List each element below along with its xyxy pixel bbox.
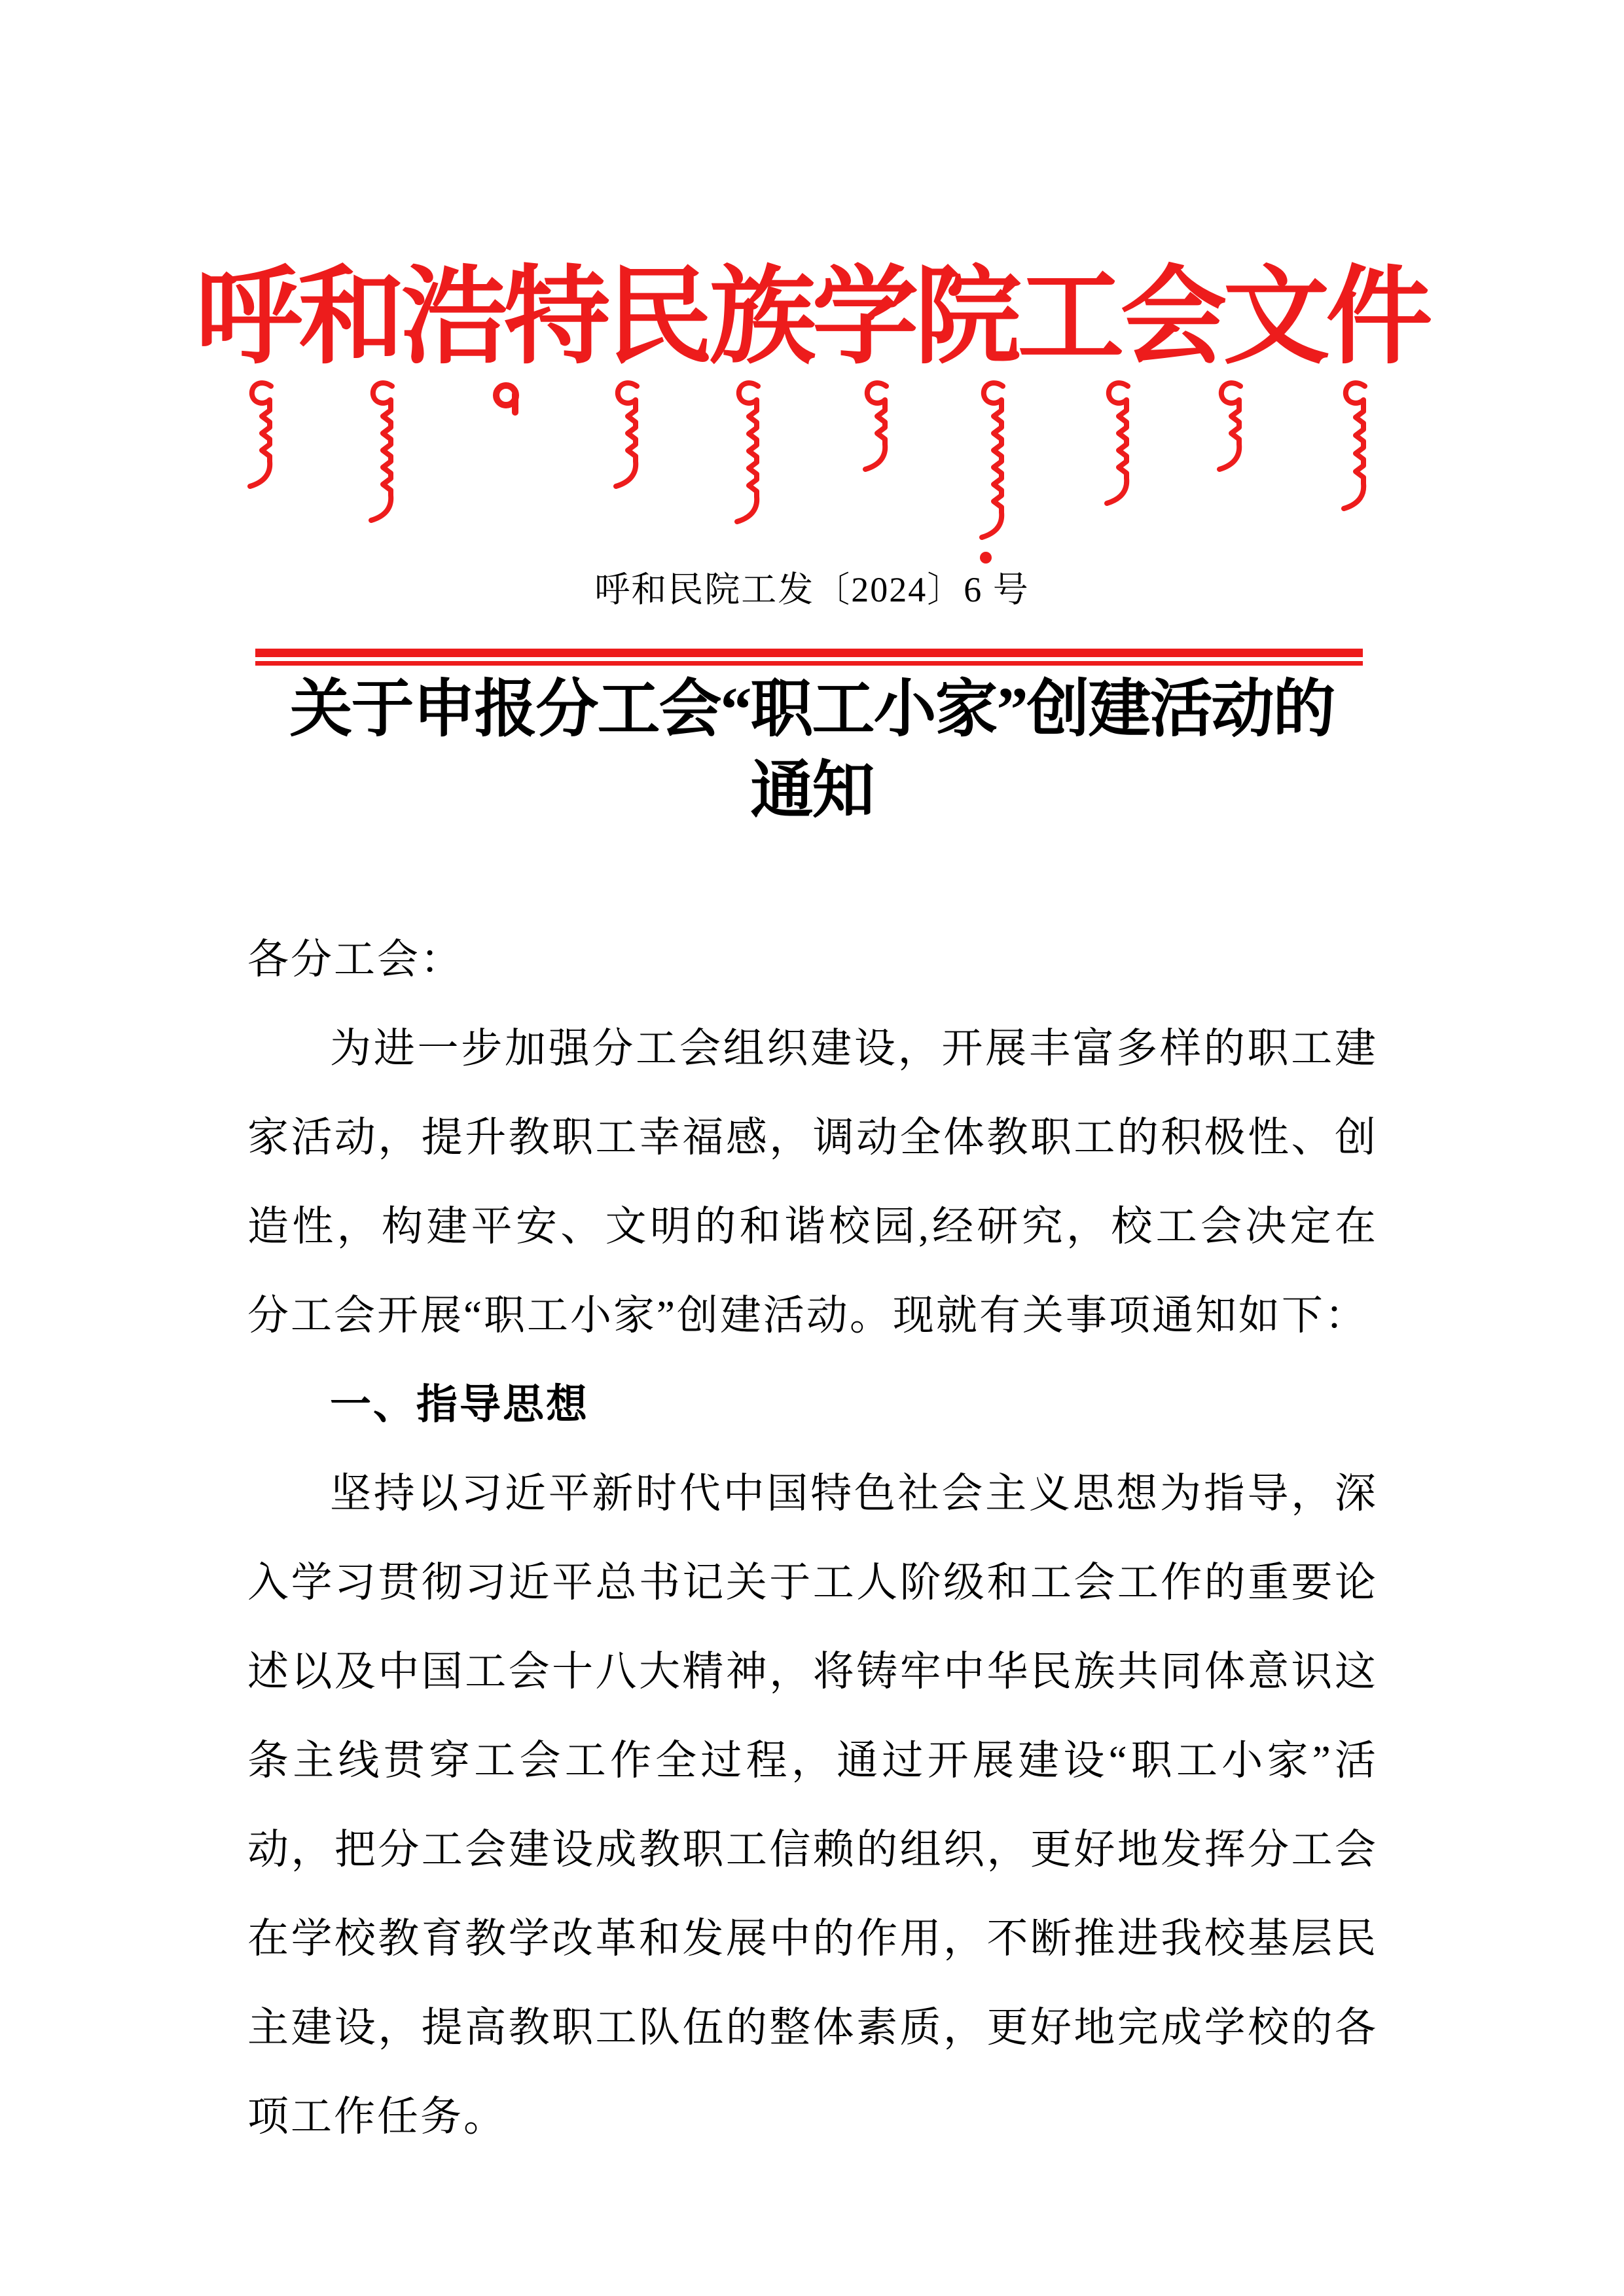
mongolian-word-decoration <box>616 383 637 486</box>
mongolian-word-decoration <box>1219 383 1240 469</box>
red-header-title: 呼和浩特民族学院工会文件 <box>195 259 1429 377</box>
mongolian-word-decoration <box>1107 383 1128 503</box>
paragraph-guiding-ideology: 坚持以习近平新时代中国特色社会主义思想为指导，深入学习贯彻习近平总书记关于工人阶级和工会工作的重要论述以及中国工会十八大精神，将铸牢中华民族共同体意识这条主线贯穿工会工作全过程，通过开展建设“职工小家”活动，把分工会建设成教职工信赖的组织，更好地发挥分工会在学校教育教学改革和发展中的作用，不断推进我校基层民主建设，提高教职工队伍的整体素质，更好地完成学校的各项工作任务。 <box>247 1471 1378 2140</box>
paragraph-intro: 为进一步加强分工会组织建设，开展丰富多样的职工建家活动，提升教职工幸福感，调动全体教职工的积极性、创造性，构建平安、文明的和谐校园,经研究，校工会决定在分工会开展“职工小家”创建活动。现就有关事项通知如下： <box>247 1026 1378 1338</box>
document-title-line1: 关于申报分工会“职工小家”创建活动的 <box>289 674 1335 744</box>
section-heading-guiding-ideology: 一、指导思想 <box>330 1382 589 1427</box>
mongolian-word-decoration <box>865 383 886 469</box>
mongolian-script-decoration <box>242 378 1375 679</box>
document-title-line2: 通知 <box>750 755 874 825</box>
mongolian-word-decoration <box>250 383 271 486</box>
mongolian-word-decoration <box>980 383 1003 564</box>
red-separator-line-thick <box>255 649 1363 657</box>
document-title <box>0 669 1624 831</box>
mongolian-word-decoration <box>737 383 758 522</box>
mongolian-word-decoration <box>496 386 516 412</box>
mongolian-word-decoration <box>1344 383 1365 509</box>
document-number: 呼和民院工发〔2024〕6 号 <box>594 570 1030 609</box>
document-body <box>247 915 1378 2161</box>
mongolian-word-decoration <box>371 383 392 520</box>
red-separator-line-thin <box>255 661 1363 666</box>
salutation: 各分工会： <box>247 937 463 982</box>
